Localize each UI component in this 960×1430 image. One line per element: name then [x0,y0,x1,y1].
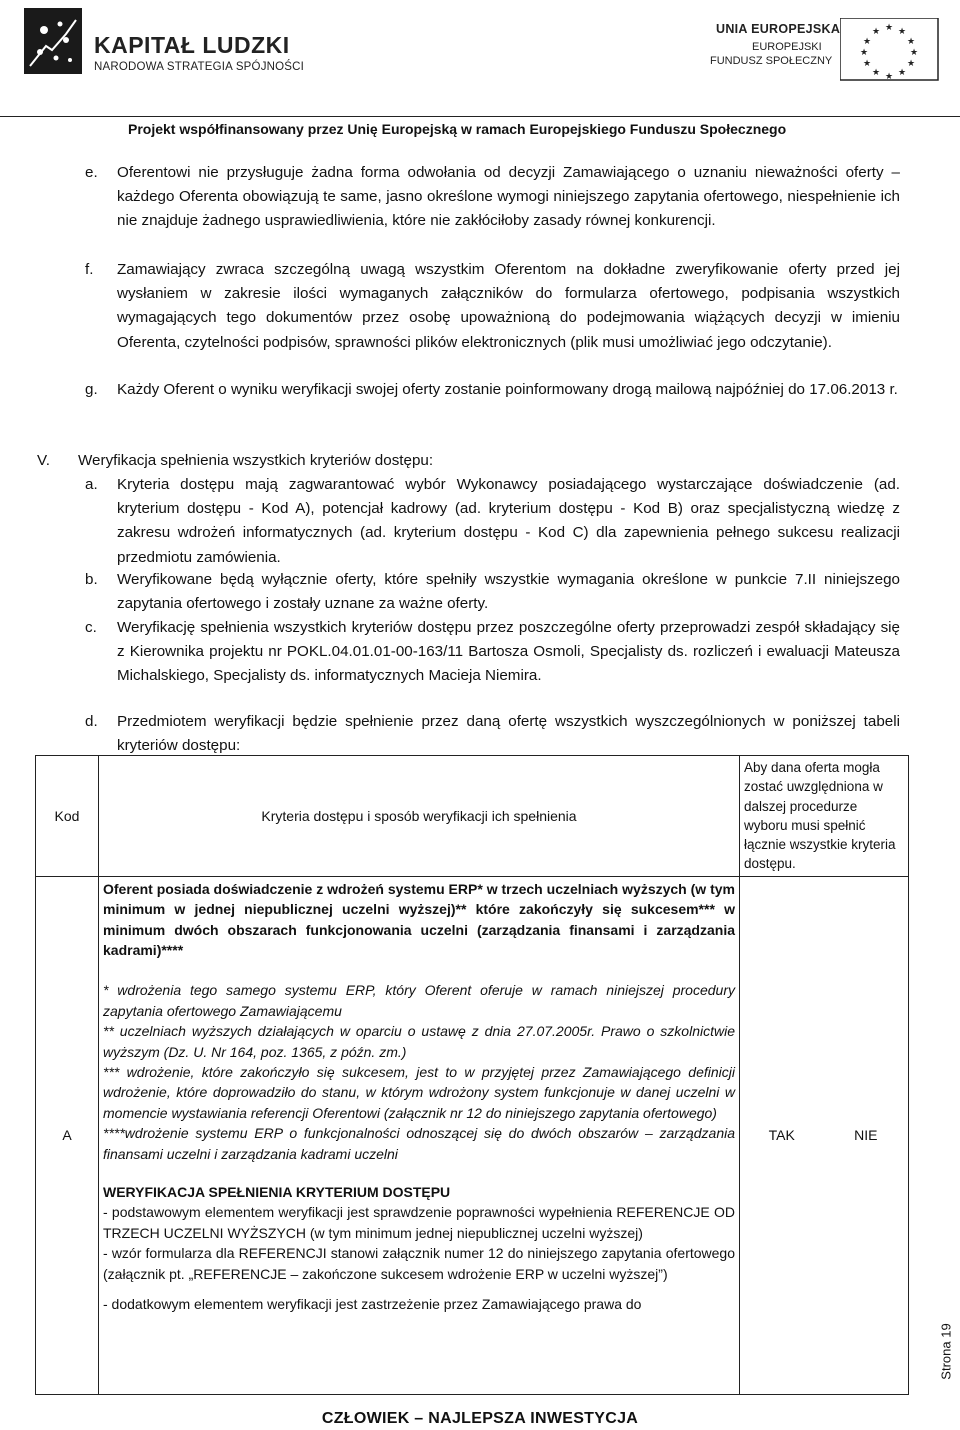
eu-logo-line3: FUNDUSZ SPOŁECZNY [710,55,833,67]
svg-text:★: ★ [862,58,872,68]
footnote-3: *** wdrożenie, które zakończyło się sukcesem, jest to w przyjętej przez Zamawiającego definicji wdrożenie, które doprowadziło do stanu, w którym wdrożony system funkcjonuje w danej uczelni w momencie wystawiania referencji Oferentowi (załącznik nr 12 do niniejszego zapytania ofertowego) [103,1064,735,1121]
verification-item-1: - podstawowym elementem weryfikacji jest sprawdzenie poprawności wypełnienia REFERENCJE OD TRZECH UCZELNI WYŻSZYCH (w tym minimum jednej niepublicznej uczelni wyższej) [103,1204,735,1241]
eu-flag-icon [840,18,940,82]
kapital-ludzki-emblem-icon [22,6,92,76]
item-e-marker: e. [85,164,98,181]
item-f-text: Zamawiający zwraca szczególną uwagą wszystkim Oferentom na dokładne zweryfikowanie oferty przed jej wysłaniem w zakresie ilości wymaganych załączników do formularza ofertowego, podpisania wszystkich wymagających tego dokumentów przez osobę upoważnioną do podejmowania wiążących decyzji w imieniu Oferenta, czytelności podpisów, sprawności plików elektronicznych (plik musi umożliwiać jego odczytanie). [117,261,900,351]
item-vc-marker: c. [85,619,97,636]
svg-text:★: ★ [906,36,916,46]
footnote-1: * wdrożenia tego samego systemu ERP, który Oferent oferuje w ramach niniejszej procedury zapytania ofertowego Zamawiającemu [103,982,735,1019]
item-vb-marker: b. [85,571,98,588]
page-number-text: Strona 19 [938,1323,954,1380]
item-g-text: Każdy Oferent o wyniku weryfikacji swojej oferty zostanie poinformowany drogą mailową najpóźniej do 17.06.2013 r. [117,381,898,398]
criterion-statement: Oferent posiada doświadczenie z wdrożeń systemu ERP* w trzech uczelniach wyższych (w tym minimum w jednej niepublicznej uczelni wyższej)** które zakończyły się sukcesem*** w minimum dwóch obszarach funkcjonowania uczelni (zarządzania finansami i zarządzania kadrami)**** [103,880,735,958]
footnote-2: ** uczelniach wyższych działających w oparciu o ustawę z dnia 27.07.2005r. Prawo o szkolnictwie wyższym (Dz. U. Nr 164, poz. 1365, z późn. zm.) [103,1023,735,1060]
criteria-table [35,755,909,1395]
item-f-marker: f. [85,261,94,278]
eu-logo [700,18,950,81]
verification-title: WERYFIKACJA SPEŁNIENIA KRYTERIUM DOSTĘPU [103,1184,451,1201]
svg-text:★: ★ [906,58,916,68]
item-va-text: Kryteria dostępu mają zagwarantować wybór Wykonawcy posiadającego wystarczające doświadczenie (ad. kryterium dostępu - Kod A), potencjał kadrowy (ad. kryterium dostępu - Kod B) oraz specjalistyczną wiedzę z zakresu wdrożeń informatycznych (ad. kryterium dostępu - Kod C) dla zapewnienia pełnego sukcesu realizacji przedmiotu zamówienia. [117,476,900,566]
section-v-marker: V. [37,452,50,469]
verification-item-2: - wzór formularza dla REFERENCJI stanowi załącznik numer 12 do niniejszego zapytania ofertowego (załącznik pt. „REFERENCJE – zakończone sukcesem wdrożenie ERP w uczelni wyższej”) [103,1245,735,1282]
cofinancing-banner: Projekt współfinansowany przez Unię Europejską w ramach Europejskiego Funduszu Społecznego [128,121,787,137]
table-row [36,876,909,1394]
col-header-condition: Aby dana oferta mogła zostać uwzględniona w dalszej procedurze wyboru musi spełnić łącznie wszystkie kryteria dostępu. [740,756,909,877]
col-header-kod: Kod [36,756,99,877]
svg-text:★: ★ [884,22,894,32]
item-g-marker: g. [85,381,98,398]
section-v-title: Weryfikacja spełnienia wszystkich kryteriów dostępu: [78,452,434,469]
item-vc-text: Weryfikację spełnienia wszystkich kryteriów dostępu przez poszczególne oferty przeprowadzi zespół składający się z Kierownika projektu nr POKL.04.01.01-00-163/11 Bartosza Osmoli, Specjalisty ds. rozliczeń i ewaluacji Mateusza Michalskiego, Specjalisty ds. informatycznych Macieja Niemira. [117,619,900,685]
footer-slogan: CZŁOWIEK – NAJLEPSZA INWESTYCJA [321,1410,639,1427]
eu-logo-line1: UNIA EUROPEJSKA [716,22,841,36]
kapital-ludzki-logo [22,6,312,76]
verification-item-3: - dodatkowym elementem weryfikacji jest zastrzeżenie przez Zamawiającego prawa do [103,1296,642,1313]
logo-left-subtitle: NARODOWA STRATEGIA SPÓJNOŚCI [94,61,305,73]
item-e-text: Oferentowi nie przysługuje żadna forma odwołania od decyzji Zamawiającego o uznaniu nieważności oferty – każdego Oferenta obowiązują te same, jasno określone wymogi niniejszego zapytania ofertowego, niespełnienie ich nie znajduje żadnego usprawiedliwienia, które nie zakłóciłoby zasady równej konkurencji. [117,164,900,230]
row-code: A [36,876,99,1394]
svg-text:★: ★ [884,71,894,81]
item-vd-marker: d. [85,713,98,730]
col-header-criteria: Kryteria dostępu i sposób weryfikacji ich spełnienia [99,756,740,877]
page-number [940,1320,960,1390]
svg-text:★: ★ [871,67,881,77]
eu-logo-line2: EUROPEJSKI [752,41,822,53]
item-va-marker: a. [85,476,98,493]
svg-text:★: ★ [859,47,869,57]
answer-no: NIE [824,876,909,1394]
item-vb-text: Weryfikowane będą wyłącznie oferty, które spełniły wszystkie wymagania określone w punkcie 7.II niniejszego zapytania ofertowego i zostały uznane za ważne oferty. [117,571,900,613]
svg-text:★: ★ [897,26,907,36]
table-header-row [36,756,909,877]
footnote-4: ****wdrożenie systemu ERP o funkcjonalności odnoszącej się do dwóch obszarów – zarządzania finansami uczelni i zarządzania kadrami uczelni [103,1125,735,1162]
svg-text:★: ★ [871,26,881,36]
svg-text:★: ★ [909,47,919,57]
logo-left-title: KAPITAŁ LUDZKI [94,32,290,58]
svg-text:★: ★ [897,67,907,77]
answer-yes: TAK [740,876,824,1394]
svg-text:★: ★ [862,36,872,46]
header-rule [0,116,960,117]
item-vd-text: Przedmiotem weryfikacji będzie spełnienie przez daną ofertę wszystkich wyszczególnionych w poniższej tabeli kryteriów dostępu: [117,713,900,755]
row-criteria-cell [99,876,740,1394]
